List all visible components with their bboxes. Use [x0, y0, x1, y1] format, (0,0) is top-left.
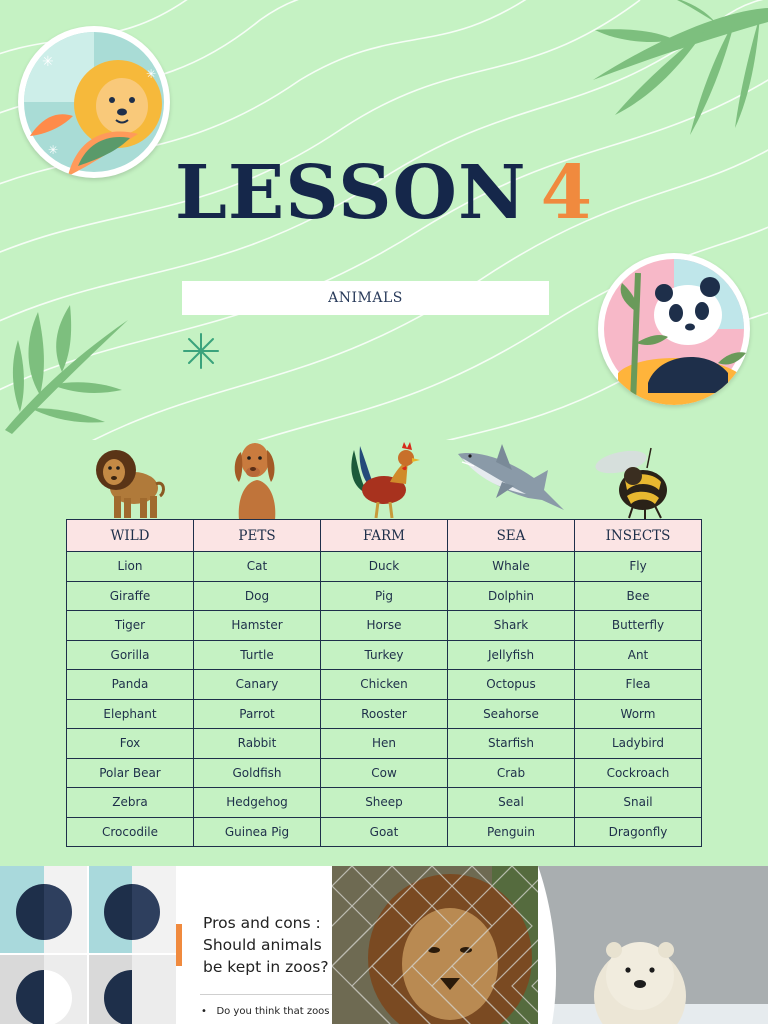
- table-cell: Crocodile: [67, 817, 194, 847]
- bee-picture: [575, 428, 702, 520]
- table-cell: Shark: [448, 611, 575, 641]
- lesson-title: [0, 150, 768, 236]
- zoo-lion-photo: [332, 866, 570, 1024]
- table-cell: Jellyfish: [448, 640, 575, 670]
- table-cell: Flea: [575, 670, 702, 700]
- table-cell: Elephant: [67, 699, 194, 729]
- table-cell: Duck: [321, 552, 448, 582]
- table-cell: Fly: [575, 552, 702, 582]
- lesson-title-word: LESSON: [174, 150, 527, 236]
- table-cell: Horse: [321, 611, 448, 641]
- table-cell: Cat: [194, 552, 321, 582]
- svg-text:✳: ✳: [146, 67, 157, 81]
- divider: [200, 994, 334, 995]
- table-cell: Rabbit: [194, 729, 321, 759]
- rooster-picture: [320, 428, 447, 520]
- column-header-insects: INSECTS: [575, 520, 702, 552]
- preview-heading-line: Pros and cons :: [203, 914, 321, 932]
- leaf-branch-icon: [0, 300, 130, 435]
- table-cell: Turkey: [321, 640, 448, 670]
- table-cell: Dog: [194, 581, 321, 611]
- table-cell: Guinea Pig: [194, 817, 321, 847]
- table-cell: Giraffe: [67, 581, 194, 611]
- svg-text:✳: ✳: [48, 143, 59, 157]
- preview-bullet-text: Do you think that zoos: [216, 1006, 330, 1017]
- table-row: [67, 640, 702, 670]
- table-cell: Polar Bear: [67, 758, 194, 788]
- table-cell: Dragonfly: [575, 817, 702, 847]
- table-cell: Ant: [575, 640, 702, 670]
- table-cell: Snail: [575, 788, 702, 818]
- table-row: [67, 581, 702, 611]
- table-cell: Tiger: [67, 611, 194, 641]
- table-header-row: [67, 520, 702, 552]
- table-row: [67, 758, 702, 788]
- table-cell: Hamster: [194, 611, 321, 641]
- table-cell: Hen: [321, 729, 448, 759]
- preview-heading: [203, 912, 353, 978]
- table-row: [67, 729, 702, 759]
- table-cell: Whale: [448, 552, 575, 582]
- svg-text:✳: ✳: [42, 54, 54, 70]
- lion-icon: [94, 440, 166, 520]
- table-cell: Dolphin: [448, 581, 575, 611]
- table-cell: Panda: [67, 670, 194, 700]
- column-header-farm: FARM: [321, 520, 448, 552]
- preview-bullet: • Do you think that zoos: [201, 1006, 330, 1017]
- table-cell: Worm: [575, 699, 702, 729]
- table-cell: Bee: [575, 581, 702, 611]
- table-cell: Parrot: [194, 699, 321, 729]
- table-cell: Gorilla: [67, 640, 194, 670]
- table-cell: Penguin: [448, 817, 575, 847]
- table-cell: Pig: [321, 581, 448, 611]
- orange-accent-bar: [176, 924, 182, 966]
- table-cell: Canary: [194, 670, 321, 700]
- column-header-wild: WILD: [67, 520, 194, 552]
- next-page-preview: [0, 866, 768, 1024]
- polar-bear-photo: [538, 866, 768, 1024]
- table-cell: Cow: [321, 758, 448, 788]
- table-cell: Seahorse: [448, 699, 575, 729]
- table-cell: Fox: [67, 729, 194, 759]
- table-cell: Cockroach: [575, 758, 702, 788]
- table-cell: Ladybird: [575, 729, 702, 759]
- bee-icon: [593, 440, 683, 520]
- sparkle-icon: [182, 332, 220, 370]
- lesson-subtitle: ANIMALS: [182, 281, 549, 315]
- dog-picture: [193, 428, 320, 520]
- animal-pictures-row: [66, 428, 702, 520]
- leaf-branch-icon: [585, 0, 768, 150]
- panda-sticker-icon: [598, 253, 750, 405]
- table-cell: Goldfish: [194, 758, 321, 788]
- table-cell: Chicken: [321, 670, 448, 700]
- table-row: [67, 699, 702, 729]
- table-cell: Crab: [448, 758, 575, 788]
- table-cell: Butterfly: [575, 611, 702, 641]
- lion-picture: [66, 428, 193, 520]
- table-cell: Octopus: [448, 670, 575, 700]
- lesson-number: 4: [540, 150, 594, 236]
- rooster-icon: [346, 440, 422, 520]
- table-cell: Seal: [448, 788, 575, 818]
- table-row: [67, 670, 702, 700]
- table-row: [67, 788, 702, 818]
- column-header-sea: SEA: [448, 520, 575, 552]
- table-cell: Goat: [321, 817, 448, 847]
- table-cell: Hedgehog: [194, 788, 321, 818]
- dog-icon: [227, 438, 287, 520]
- table-row: [67, 552, 702, 582]
- table-cell: Lion: [67, 552, 194, 582]
- table-row: [67, 817, 702, 847]
- shark-icon: [456, 440, 566, 520]
- preview-heading-line: Should animals: [203, 936, 322, 954]
- animals-table: [66, 519, 702, 847]
- table-cell: Sheep: [321, 788, 448, 818]
- table-cell: Rooster: [321, 699, 448, 729]
- table-cell: Turtle: [194, 640, 321, 670]
- table-cell: Zebra: [67, 788, 194, 818]
- preview-heading-line: be kept in zoos?: [203, 958, 329, 976]
- shark-picture: [448, 428, 575, 520]
- table-row: [67, 611, 702, 641]
- table-cell: Starfish: [448, 729, 575, 759]
- geometric-tiles-graphic: [0, 866, 176, 1024]
- column-header-pets: PETS: [194, 520, 321, 552]
